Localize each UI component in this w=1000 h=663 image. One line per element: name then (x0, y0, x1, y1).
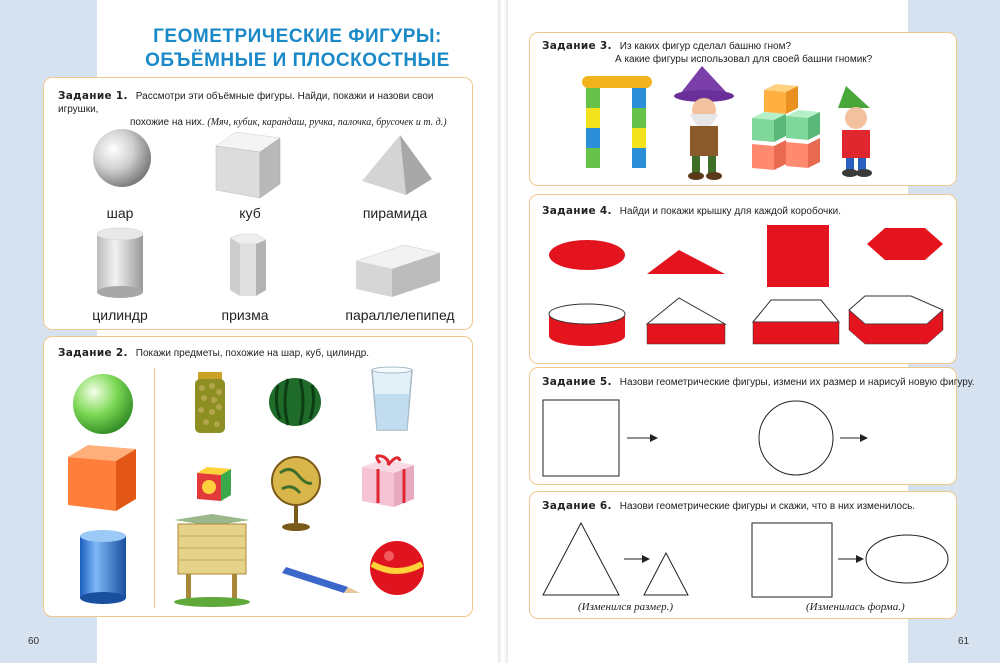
hexagon-box (849, 296, 943, 344)
parallelepiped-3d (354, 243, 442, 299)
task1-header (58, 90, 468, 129)
square-outline-6 (752, 523, 832, 597)
task5-label: Задание 5. (542, 376, 612, 388)
book-gutter (498, 0, 508, 663)
pyramid-3d (360, 133, 435, 198)
task4-text: Найди и покажи крышку для каждой коробочки. (619, 206, 841, 217)
caption-shape-changed: (Изменилась форма.) (806, 601, 905, 613)
oval-lid (549, 240, 625, 270)
task2-header (58, 347, 369, 360)
watermelon (268, 377, 322, 427)
task3-text-1: Из каких фигур сделал башню гном? (619, 41, 792, 52)
green-ball (72, 373, 134, 435)
page-number-right: 61 (958, 636, 970, 647)
task2-divider (154, 368, 155, 608)
triangle-box (647, 298, 725, 344)
square-box (753, 300, 839, 344)
label-parallelepiped: параллелепипед (345, 307, 455, 323)
lids-row (540, 220, 950, 350)
task6-text: Назови геометрические фигуры и скажи, что в них изменилось. (619, 501, 916, 512)
task5-figures (540, 395, 950, 480)
task4-label: Задание 4. (542, 205, 612, 217)
task6-label: Задание 6. (542, 500, 612, 512)
glass-of-water (370, 366, 414, 434)
gnome-wizard (672, 66, 744, 182)
jar-of-olives (192, 372, 228, 434)
small-triangle (644, 553, 688, 595)
cube-3d (214, 130, 284, 200)
hexagon-lid (867, 228, 943, 260)
task4-header (542, 205, 841, 218)
label-pyramid: пирамида (362, 205, 428, 221)
orange-cube (66, 443, 138, 513)
task1-label: Задание 1. (58, 90, 128, 102)
task1-text-2: похожие на них. (130, 117, 205, 128)
triangle-lid (647, 250, 725, 274)
circle-outline (759, 401, 833, 475)
title-line-1: ГЕОМЕТРИЧЕСКИЕ ФИГУРЫ: (153, 26, 442, 47)
square-lid (767, 225, 829, 287)
blue-cylinder (78, 528, 128, 606)
task2-text: Покажи предметы, похожие на шар, куб, цилиндр. (135, 348, 370, 359)
gift-box (358, 453, 418, 509)
page-number-left: 60 (28, 636, 40, 647)
big-triangle (543, 523, 619, 595)
task3-text-2: А какие фигуры использовал для своей башни гномик? (615, 54, 873, 65)
label-sphere: шар (106, 205, 134, 221)
task1-text-1: Рассмотри эти объёмные фигуры. Найди, покажи и назови свои игрушки, (58, 91, 434, 115)
cylinder-3d (95, 226, 145, 300)
page-title (97, 25, 498, 73)
task5-text: Назови геометрические фигуры, измени их размер и нарисуй новую фигуру. (619, 377, 975, 388)
title-line-2: ОБЪЁМНЫЕ И ПЛОСКОСТНЫЕ (145, 50, 450, 71)
caption-size-changed: (Изменился размер.) (578, 601, 673, 613)
task6-figures (540, 515, 950, 600)
square-outline (543, 400, 619, 476)
task3-label: Задание 3. (542, 40, 612, 52)
ball-3d (92, 128, 152, 188)
task6-header (542, 500, 915, 513)
round-box (549, 304, 625, 346)
task2-label: Задание 2. (58, 347, 128, 359)
label-prism: призма (221, 307, 269, 323)
label-cylinder: цилиндр (92, 307, 148, 323)
label-cube: куб (239, 205, 261, 221)
task3-header (542, 40, 942, 66)
cube-tower (746, 82, 822, 178)
task5-header (542, 376, 975, 389)
prism-3d (224, 234, 270, 298)
toy-block (195, 465, 233, 503)
gnome-tower-arch (578, 66, 656, 178)
red-ball (369, 540, 425, 596)
pencil (282, 565, 362, 595)
globe (268, 453, 324, 533)
gnome-jester (824, 84, 888, 178)
task1-hint: (Мяч, кубик, карандаш, ручка, палочка, брусочек и т. д.) (207, 117, 447, 128)
ellipse-outline (866, 535, 948, 583)
wooden-house-box (172, 512, 252, 607)
